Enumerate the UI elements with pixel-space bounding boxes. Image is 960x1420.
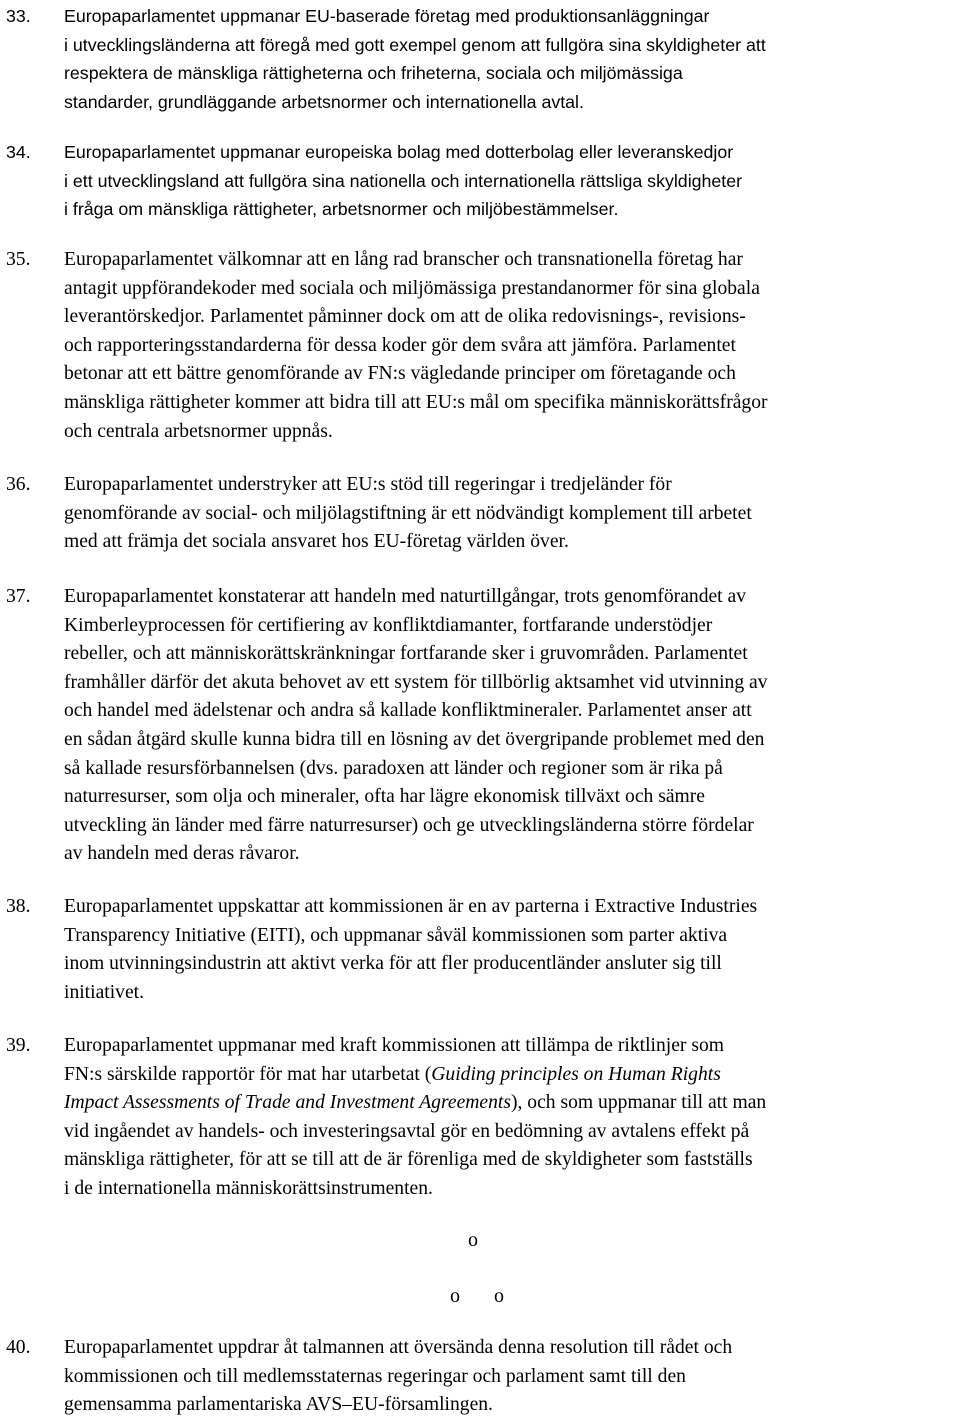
text-line: i de internationella människorättsinstrumenten. [64,1177,433,1199]
text-line: mänskliga rättigheter, för att se till att de är förenliga med de skyldigheter som fastställs [64,1149,753,1171]
text-line: respektera de mänskliga rättigheterna och friheterna, sociala och miljömässiga [64,63,683,84]
text-line-end: ), och som uppmanar till att man [510,1092,767,1114]
text-line: Europaparlamentet uppmanar europeiska bolag med dotterbolag eller leveranskedjor [64,142,734,162]
text-line: Europaparlamentet understryker att EU:s stöd till regeringar i tredjeländer för [64,474,672,495]
text-line: initiativet. [64,981,144,1003]
text-line: standarder, grundläggande arbetsnormer och internationella avtal. [64,91,584,112]
text-line: och centrala arbetsnormer uppnås. [64,420,333,442]
paragraph-text [64,246,956,446]
italic-title: Guiding principles on Human Rights [431,1063,721,1085]
text-line: i utvecklingsländerna att föregå med gott exempel genom att fullgöra sina skyldigheter att [64,34,766,55]
text-line [64,1061,956,1090]
text-line: vid ingåendet av handels- och investeringsavtal gör en bedömning av avtalens effekt på [64,1120,750,1142]
text-line [64,1089,956,1118]
separator-bottom-right: o [494,1285,504,1307]
text-line: Europaparlamentet uppdrar åt talmannen att översända denna resolution till rådet och [64,1337,733,1358]
text-line: naturresurser, som olja och mineraler, ofta har lägre ekonomisk tillväxt och sämre [64,786,705,808]
paragraph-number: 38. [6,896,31,917]
text-line: antagit uppförandekoder med sociala och miljömässiga prestandanormer för sina globala [64,277,760,299]
paragraph-text [64,138,956,224]
italic-title: Impact Assessments of Trade and Investment Agreements [64,1092,511,1114]
text-line-start: FN:s särskilde rapportör för mat har utarbetat ( [64,1063,432,1085]
paragraph-number: 35. [6,249,31,270]
paragraph-text [64,2,956,116]
text-line: framhåller därför det akuta behovet av ett system för tillbörlig aktsamhet vid utvinning av [64,671,768,693]
text-line: och handel med ädelstenar och andra så kallade konfliktmineraler. Parlamentet anser att [64,700,752,722]
text-line: så kallade resursförbannelsen (dvs. paradoxen att länder och regioner som är rika på [64,757,723,779]
text-line: av handeln med deras råvaror. [64,843,300,865]
separator-bottom-left: o [450,1285,460,1307]
paragraph-number: 37. [6,586,31,607]
text-line: med att främja det sociala ansvaret hos EU-företag världen över. [64,531,569,553]
text-line: Europaparlamentet uppmanar med kraft kommissionen att tillämpa de riktlinjer som [64,1035,725,1056]
text-line: Transparency Initiative (EITI), och uppmanar såväl kommissionen som parter aktiva [64,924,728,946]
text-line: och rapporteringsstandarderna för dessa koder gör dem svåra att jämföra. Parlamentet [64,334,736,356]
text-line: rebeller, och att människorättskränkningar fortfarande sker i gruvområden. Parlamentet [64,643,748,665]
paragraph-text [64,471,956,557]
text-line: mänskliga rättigheter kommer att bidra till att EU:s mål om specifika människorättsfrågor [64,391,768,413]
text-line: i fråga om mänskliga rättigheter, arbetsnormer och miljöbestämmelser. [64,199,619,220]
paragraph-text [64,893,956,1007]
text-line: inom utvinningsindustrin att aktivt verka för att fler producentländer ansluter sig till [64,953,722,975]
text-line: utveckling än länder med färre naturresurser) och ge utvecklingsländerna större fördelar [64,814,754,836]
paragraph-text [64,1032,956,1204]
text-line: leverantörskedjor. Parlamentet påminner dock om att de olika redovisnings-, revisions- [64,306,746,328]
text-line: en sådan åtgärd skulle kunna bidra till en lösning av det övergripande problemet med den [64,728,765,750]
text-line: Kimberleyprocessen för certifiering av konfliktdiamanter, fortfarande understödjer [64,614,713,636]
paragraph-text [64,583,956,869]
text-line: genomförande av social- och miljölagstiftning är ett nödvändigt komplement till arbetet [64,502,752,524]
separator-top: o [468,1229,478,1251]
paragraph-number: 40. [6,1337,31,1358]
paragraph-number: 34. [6,142,31,162]
paragraph-number: 39. [6,1035,31,1056]
text-line: kommissionen och till medlemsstaternas regeringar och parlament samt till den [64,1365,686,1387]
text-line: Europaparlamentet välkomnar att en lång rad branscher och transnationella företag har [64,249,743,270]
text-line: betonar att ett bättre genomförande av FN:s vägledande principer om företagande och [64,363,736,385]
paragraph-text [64,1334,956,1420]
paragraph-number: 36. [6,474,31,495]
text-line: gemensamma parlamentariska AVS–EU-församlingen. [64,1394,493,1416]
paragraph-number: 33. [6,6,31,26]
text-line: Europaparlamentet uppmanar EU-baserade företag med produktionsanläggningar [64,6,710,26]
text-line: i ett utvecklingsland att fullgöra sina nationella och internationella rättsliga skyldigheter [64,170,743,191]
text-line: Europaparlamentet konstaterar att handeln med naturtillgångar, trots genomförandet av [64,586,747,607]
text-line: Europaparlamentet uppskattar att kommissionen är en av parterna i Extractive Industries [64,896,758,917]
